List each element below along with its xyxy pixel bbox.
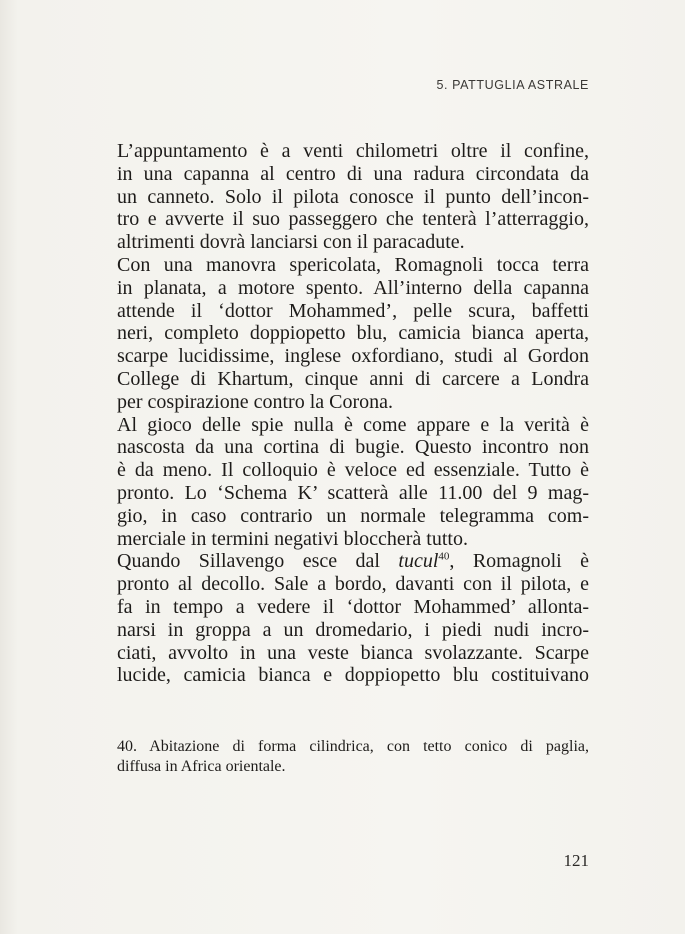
footnote-line: diffusa in Africa orientale. [117,758,286,775]
text-line: fa in tempo a vedere il ‘dottor Mohammed’ allonta- [117,595,589,618]
text-line: L’appuntamento è a venti chilometri oltre il confine, [117,140,589,162]
text-line: gio, in caso contrario un normale telegramma com- [117,504,589,527]
body-text [117,140,589,687]
text-line: neri, completo doppiopetto blu, camicia bianca aperta, [117,322,589,345]
text-fragment: Quando Sillavengo esce dal [117,550,399,573]
running-head: 5. PATTUGLIA ASTRALE [436,78,589,92]
text-fragment: , Romagnoli è [449,550,590,573]
italic-word: tucul [398,550,439,573]
text-line: per cospirazione contro la Corona. [117,390,394,413]
text-line: narsi in groppa a un dromedario, i piedi nudi incro- [117,618,589,641]
text-line: un canneto. Solo il pilota conosce il punto dell’incon- [117,185,589,208]
text-line: Con una manovra spericolata, Romagnoli tocca terra [117,253,589,276]
footnote [117,737,589,777]
footnote-reference[interactable]: 40 [438,550,450,563]
text-line: lucide, camicia bianca e doppiopetto blu costituivano [117,664,589,687]
text-line: in una capanna al centro di una radura circondata da [117,162,589,185]
text-line: nascosta da una cortina di bugie. Questo incontro non [117,436,589,459]
footnote-line: 40. Abitazione di forma cilindrica, con tetto conico di paglia, [117,738,589,755]
page-number: 121 [563,851,589,870]
text-line: pronto. Lo ‘Schema K’ scatterà alle 11.00 del 9 mag- [117,481,589,504]
text-line: altrimenti dovrà lanciarsi con il paracadute. [117,231,465,254]
text-line: in planata, a motore spento. All’interno della capanna [117,276,589,299]
text-line: pronto al decollo. Sale a bordo, davanti con il pilota, e [117,573,589,596]
text-line: attende il ‘dottor Mohammed’, pelle scura, baffetti [117,299,589,322]
text-line: tro e avverte il suo passeggero che tenterà l’atterraggio, [117,208,589,231]
text-line: College di Khartum, cinque anni di carcere a Londra [117,367,589,390]
text-line: merciale in termini negativi bloccherà tutto. [117,527,468,550]
text-line: scarpe lucidissime, inglese oxfordiano, studi al Gordon [117,345,589,368]
text-line: ciati, avvolto in una veste bianca svolazzante. Scarpe [117,641,589,664]
text-line-with-footnote [117,550,589,573]
text-line: è da meno. Il colloquio è veloce ed essenziale. Tutto è [117,459,589,482]
text-line: Al gioco delle spie nulla è come appare e la verità è [117,413,589,436]
